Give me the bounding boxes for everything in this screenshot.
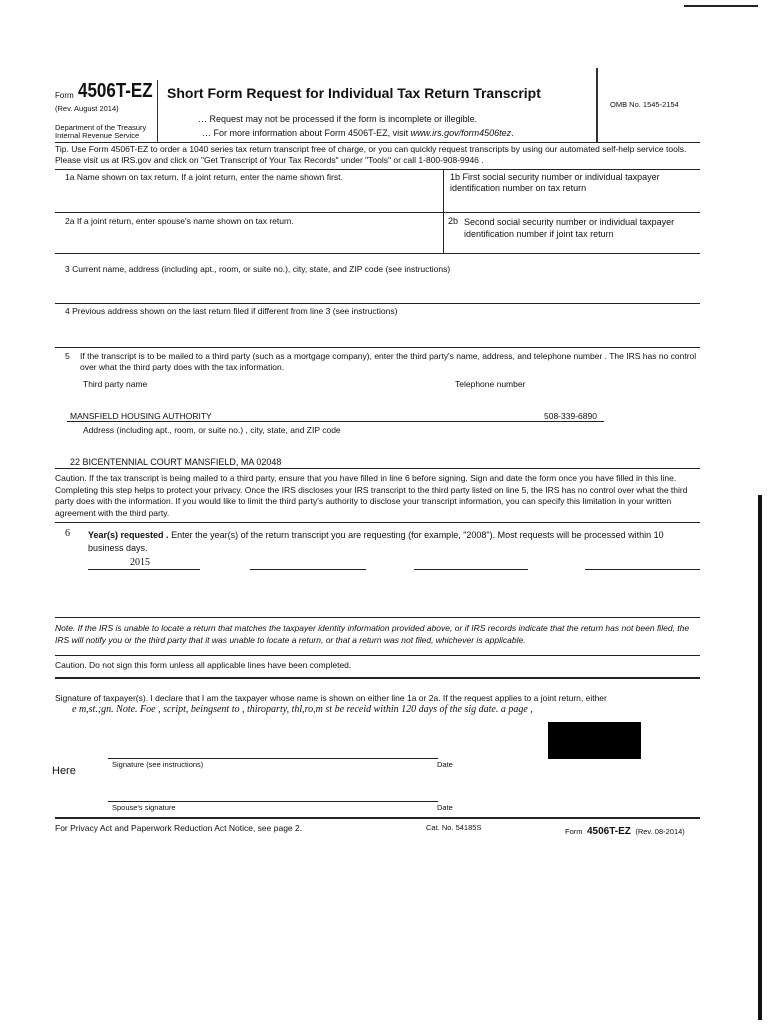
line3-top-rule	[55, 253, 700, 254]
line-4-field[interactable]	[65, 318, 698, 346]
line-5-number: 5	[65, 351, 70, 361]
caution-signing: Caution. Do not sign this form unless all applicable lines have been completed.	[55, 660, 352, 670]
third-party-name-value[interactable]: MANSFIELD HOUSING AUTHORITY	[70, 411, 212, 421]
omb-number: OMB No. 1545-2154	[610, 100, 679, 109]
telephone-value[interactable]: 508-339-6890	[544, 411, 597, 421]
caution2-top-rule	[55, 655, 700, 656]
top-corner-rule	[684, 5, 758, 7]
header-left-divider	[157, 80, 158, 142]
line-6-description: Enter the year(s) of the return transcript you are requesting (for example, "2008"). Most requests will be processed within 10 business days.	[88, 530, 664, 553]
year-field-2[interactable]	[250, 569, 366, 570]
line-2a-label: 2a If a joint return, enter spouse's name shown on tax return.	[65, 216, 294, 226]
caution-third-party: Caution. If the tax transcript is being mailed to a third party, ensure that you have filled in line 6 before signing. Sign and date the form once you have filled in this line. Completing this step helps to protect your privacy. Once the IRS discloses your IRS transcript to the third party listed on line 5, the IRS has no control over what the third party does with the information. If you would like to limit the third party's authority to disclose your transcript information, you can specify this limitation in your written agreement with the third party.	[55, 473, 688, 518]
signature-garbled-line: e m,st.;gn. Note. Foe , script, beingsent to , thiroparty, thl,ro,m st be receid within 120 days of the sig date. a page ,	[72, 704, 533, 715]
line-1b-label: 1b First social security number or individual taxpayer identification number on tax return	[450, 172, 660, 193]
line5-top-rule	[55, 347, 700, 348]
line-5-text: If the transcript is to be mailed to a third party (such as a mortgage company), enter the third party's name, address, and telephone number . The IRS has no control over what the third party does with the tax information.	[80, 351, 697, 372]
footer-form-id	[565, 821, 685, 839]
line1-divider	[443, 169, 444, 253]
spouse-date-label: Date	[437, 803, 453, 812]
spouse-signature-field[interactable]	[110, 785, 430, 801]
footer-top-rule	[55, 817, 700, 819]
signature-underline	[108, 758, 438, 759]
line-2b-label: Second social security number or individual taxpayer identification number if joint tax return	[464, 217, 675, 239]
line-1a-label: 1a Name shown on tax return. If a joint return, enter the name shown first.	[65, 172, 343, 182]
line6-top-rule	[55, 522, 700, 523]
redaction-block	[548, 722, 641, 759]
line-6-title: Year(s) requested .	[88, 530, 169, 540]
revision-date: (Rev. August 2014)	[55, 104, 119, 113]
address-underline	[55, 468, 700, 469]
signature-date-label: Date	[437, 760, 453, 769]
signature-label: Signature (see instructions)	[112, 760, 204, 769]
telephone-label: Telephone number	[455, 379, 526, 389]
line2-top-rule	[55, 212, 700, 213]
address-label: Address (including apt., room, or suite no.) , city, state, and ZIP code	[83, 425, 341, 435]
line-6-text	[88, 529, 698, 555]
form-title: Short Form Request for Individual Tax Return Transcript	[167, 85, 541, 101]
year-field-4[interactable]	[585, 569, 700, 570]
spouse-underline	[108, 801, 438, 802]
signature-declaration: Signature of taxpayer(s). I declare that I am the taxpayer whose name is shown on either line 1a or 2a. If the request applies to a joint return, either	[55, 693, 607, 703]
year-field-3[interactable]	[414, 569, 528, 570]
department-line2: Internal Revenue Service	[55, 131, 140, 140]
header-notice-1: … Request may not be processed if the form is incomplete or illegible.	[198, 114, 478, 124]
line-1b-field[interactable]	[450, 196, 698, 212]
footer-revision: (Rev. 08-2014)	[635, 827, 685, 836]
year-requested-1[interactable]: 2015	[130, 557, 150, 568]
line-2b-field[interactable]	[464, 241, 698, 252]
year-field-1[interactable]	[88, 569, 200, 570]
form-number: 4506T-EZ	[78, 80, 153, 102]
header-bottom-rule	[55, 142, 700, 143]
privacy-notice: For Privacy Act and Paperwork Reduction Act Notice, see page 2.	[55, 823, 303, 833]
sign-here-label: Here	[52, 765, 76, 777]
form-word: Form	[55, 91, 74, 100]
department-line1: Department of the Treasury	[55, 123, 147, 132]
catalog-number: Cat. No. 54185S	[426, 823, 482, 832]
line-3-label: 3 Current name, address (including apt., room, or suite no.), city, state, and ZIP code (see instructions)	[65, 264, 451, 274]
address-value[interactable]: 22 BICENTENNIAL COURT MANSFIELD, MA 02048	[70, 457, 282, 467]
line-4-label: 4 Previous address shown on the last return filed if different from line 3 (see instructions)	[65, 306, 398, 316]
line-2b-number: 2b	[448, 216, 459, 226]
third-party-underline	[67, 421, 604, 422]
line-6-number: 6	[65, 528, 70, 539]
spouse-signature-label: Spouse's signature	[112, 803, 176, 812]
header-right-divider	[596, 68, 598, 142]
irs-form-link[interactable]: www.irs.gov/form4506tez	[410, 128, 512, 138]
line4-top-rule	[55, 303, 700, 304]
note-text: Note. If the IRS is unable to locate a return that matches the taxpayer identity information provided above, or if IRS records indicate that the return has not been filed, the IRS will notify you or the third party that it was unable to locate a return, or that a return was not filed, whichever is applicable.	[55, 623, 690, 645]
line1-top-rule	[55, 169, 700, 170]
line-2a-field[interactable]	[65, 228, 437, 252]
footer-form-number: 4506T-EZ	[586, 826, 631, 837]
signature-field[interactable]	[110, 740, 430, 758]
signature-top-rule	[55, 677, 700, 679]
footer-form-word: Form	[565, 827, 583, 836]
line-1a-field[interactable]	[65, 184, 437, 212]
line-3-field[interactable]	[65, 276, 698, 302]
header-notice-2-text: … For more information about Form 4506T-EZ, visit	[202, 128, 409, 138]
third-party-name-label: Third party name	[83, 379, 148, 389]
tip-text: Tip. Use Form 4506T-EZ to order a 1040 series tax return transcript free of charge, or you can quickly request transcripts by using our automated self-help service tools. Please visit us at IRS.gov and click on "Get Transcript of Your Tax Records" under "Tools" or call 1-800-908-9946 .	[55, 144, 687, 165]
note-top-rule	[55, 617, 700, 618]
header-notice-2-period: .	[511, 128, 514, 138]
header-notice-2	[202, 128, 514, 138]
scan-edge-bar	[758, 495, 762, 1020]
